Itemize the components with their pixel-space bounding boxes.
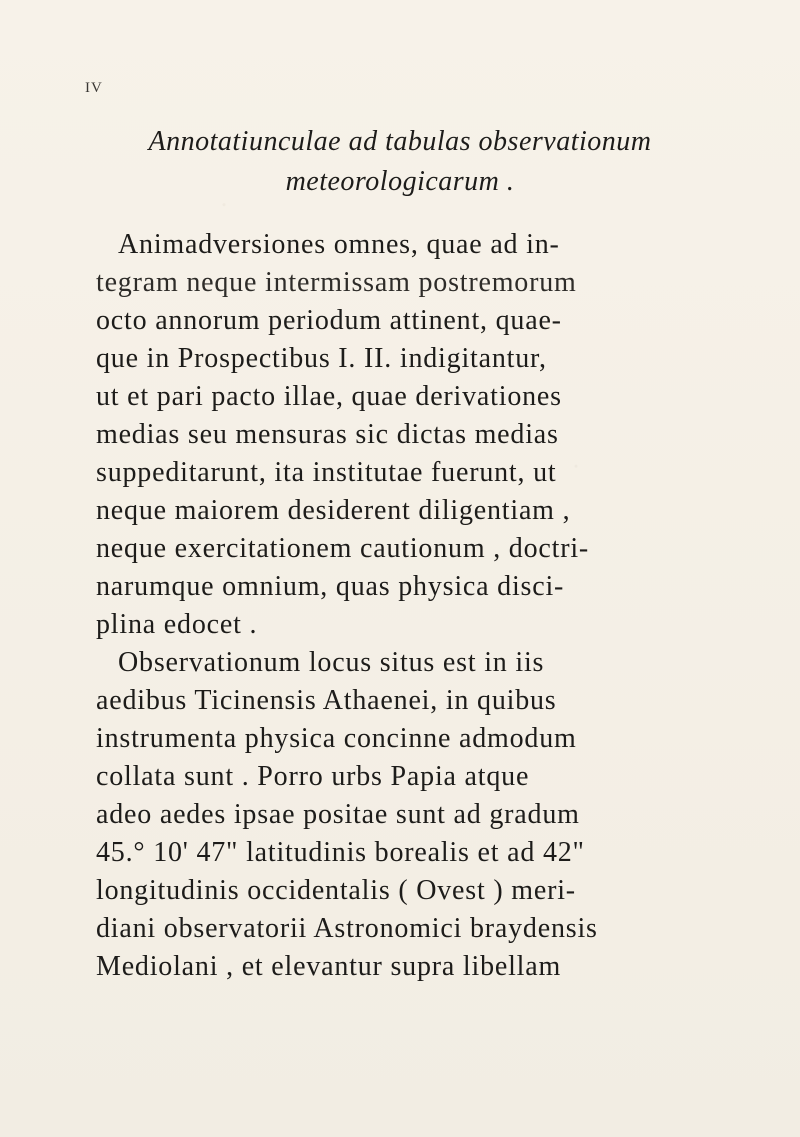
text-line: aedibus Ticinensis Athaenei, in quibus bbox=[96, 685, 557, 716]
text-line: medias seu mensuras sic dictas medias bbox=[96, 419, 559, 450]
text-line: neque maiorem desiderent diligentiam , bbox=[96, 495, 571, 526]
text-line: plina edocet . bbox=[96, 609, 258, 640]
text-line: Animadversiones omnes, quae ad in- bbox=[118, 229, 560, 260]
text-line: tegram neque intermissam postremorum bbox=[96, 267, 577, 298]
page-number: IV bbox=[85, 80, 103, 96]
text-line: adeo aedes ipsae positae sunt ad gradum bbox=[96, 799, 580, 830]
text-line: suppeditarunt, ita institutae fuerunt, ut bbox=[96, 457, 557, 488]
text-line: Observationum locus situs est in iis bbox=[118, 647, 545, 678]
text-line: diani observatorii Astronomici braydensis bbox=[96, 913, 598, 944]
text-line: instrumenta physica concinne admodum bbox=[96, 723, 577, 754]
text-line: ut et pari pacto illae, quae derivationes bbox=[96, 381, 562, 412]
body-text bbox=[96, 226, 776, 986]
text-line: narumque omnium, quas physica disci- bbox=[96, 571, 565, 602]
text-line: que in Prospectibus I. II. indigitantur, bbox=[96, 343, 547, 374]
text-line: neque exercitationem cautionum , doctri- bbox=[96, 533, 590, 564]
text-line: Mediolani , et elevantur supra libellam bbox=[96, 951, 562, 982]
section-title-line-2: meteorologicarum . bbox=[285, 166, 515, 197]
text-line: collata sunt . Porro urbs Papia atque bbox=[96, 761, 530, 792]
text-line: octo annorum periodum attinent, quae- bbox=[96, 305, 562, 336]
text-line: 45.° 10' 47" latitudinis borealis et ad 42" bbox=[96, 837, 585, 868]
text-line: longitudinis occidentalis ( Ovest ) meri- bbox=[96, 875, 576, 906]
section-title-line-1: Annotatiunculae ad tabulas observationum bbox=[148, 126, 652, 157]
